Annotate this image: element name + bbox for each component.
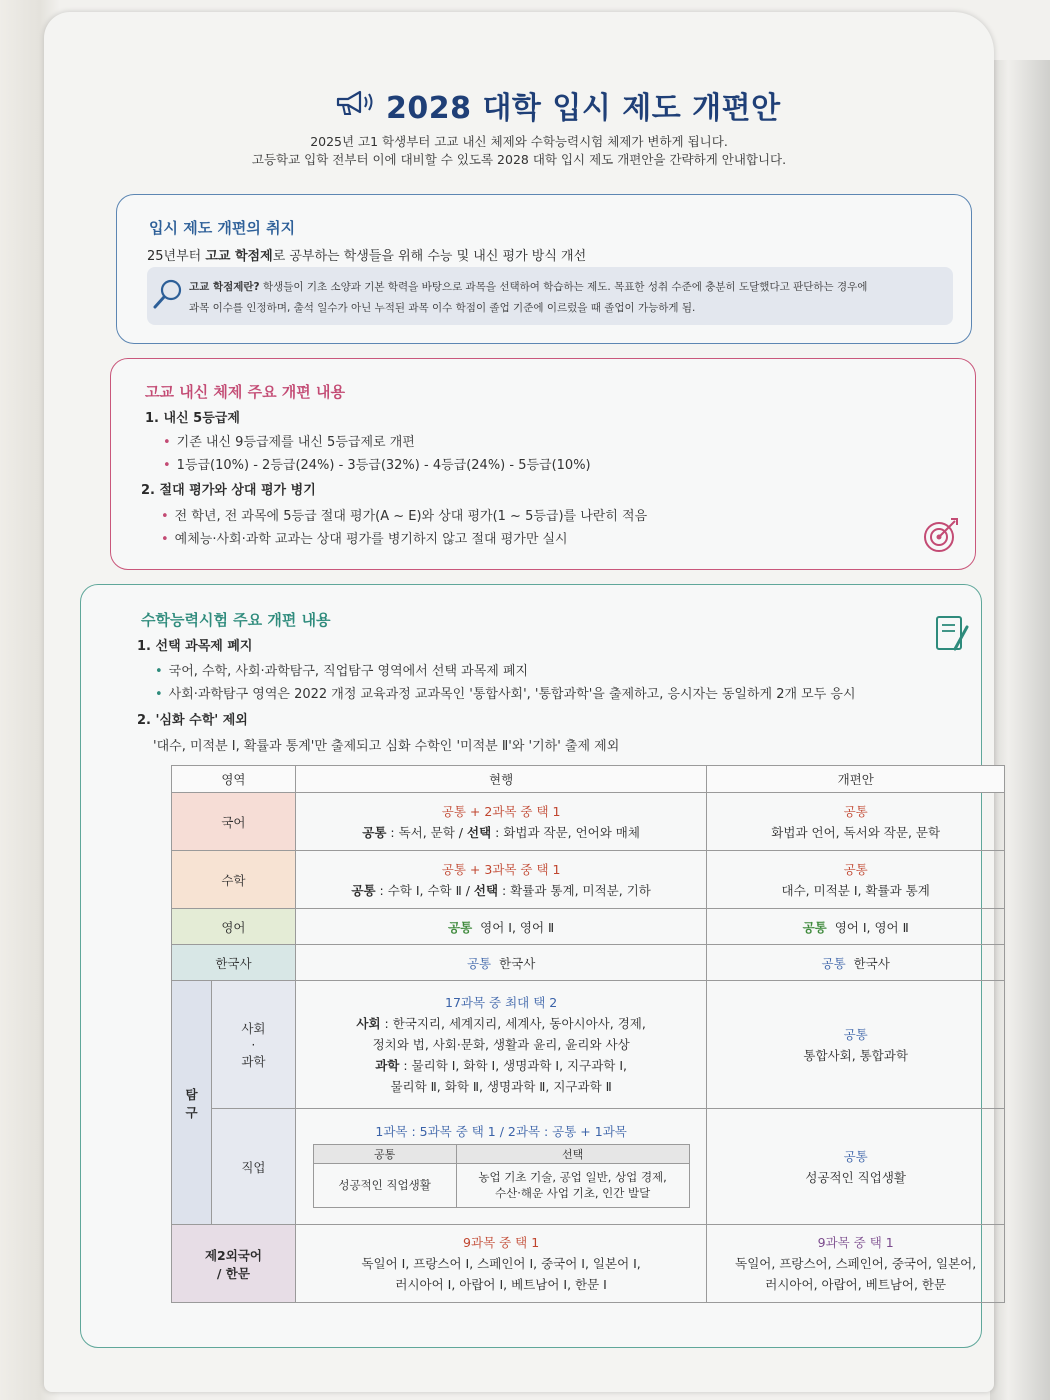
second-language-current-line-1: 독일어 Ⅰ, 프랑스어 Ⅰ, 스페인어 Ⅰ, 중국어 Ⅰ, 일본어 Ⅰ, <box>361 1256 641 1271</box>
vocational-common-subject: 성공적인 직업생활 <box>313 1163 456 1207</box>
social-science-new-text: 통합사회, 통합과학 <box>803 1047 908 1063</box>
science-subjects-line-1: : 물리학 Ⅰ, 화학 Ⅰ, 생명과학 Ⅰ, 지구과학 Ⅰ, <box>399 1058 627 1073</box>
vocational-new <box>707 1109 1005 1225</box>
suneung-bullet-2-text: 사회·과학탐구 영역은 2022 개정 교육과정 교과목인 '통합사회', '통합과학'을 출제하고, 응시자는 동일하게 2개 모두 응시 <box>168 687 856 702</box>
naesin-bullet-3: • 전 학년, 전 과목에 5등급 절대 평가(A ~ E)와 상대 평가(1 ~ 5등급)를 나란히 적음 <box>161 509 648 524</box>
second-language-current <box>295 1225 706 1303</box>
korean-common-text: : 독서, 문학 / <box>386 824 467 840</box>
korean-select-text: : 화법과 작문, 언어와 매체 <box>491 824 640 840</box>
table-row-korean <box>172 793 1005 851</box>
suneung-heading: 수학능력시험 주요 개편 내용 <box>141 611 331 629</box>
header-new: 개편안 <box>707 766 1005 793</box>
document-page <box>44 12 994 1392</box>
english-new-tag: 공통 <box>802 919 827 935</box>
social-label: 사회 <box>241 1021 266 1036</box>
callout-text <box>189 277 949 319</box>
naesin-section <box>110 358 976 570</box>
english-current <box>295 909 706 945</box>
title-row <box>334 80 781 130</box>
target-icon <box>921 515 961 559</box>
suneung-sub-2-text: '대수, 미적분 Ⅰ, 확률과 통계'만 출제되고 심화 수학인 '미적분 Ⅱ'와 '기하' 출제 제외 <box>153 739 620 754</box>
naesin-sub-2: 2. 절대 평가와 상대 평가 병기 <box>141 483 316 498</box>
purpose-section <box>116 194 972 344</box>
english-new <box>707 909 1005 945</box>
header-area: 영역 <box>172 766 296 793</box>
table-row-second-language <box>172 1225 1005 1303</box>
area-vocational: 직업 <box>211 1109 295 1225</box>
social-subjects-line-1: : 한국지리, 세계지리, 세계사, 동아시아사, 경제, <box>380 1016 646 1031</box>
area-tamgu <box>172 981 212 1225</box>
purpose-text <box>147 245 586 264</box>
area-history: 한국사 <box>172 945 296 981</box>
table-row-social-science <box>172 981 1005 1109</box>
naesin-heading: 고교 내신 체제 주요 개편 내용 <box>145 383 345 401</box>
vocational-common-header: 공통 <box>313 1144 456 1163</box>
vocational-select-line-1: 농업 기초 기술, 공업 일반, 상업 경제, <box>478 1170 667 1184</box>
table-row-history <box>172 945 1005 981</box>
page-title: 2028 대학 입시 제도 개편안 <box>386 91 781 126</box>
table-row-english <box>172 909 1005 945</box>
second-language-new <box>707 1225 1005 1303</box>
table-header-row <box>172 766 1005 793</box>
tamgu-label-1: 탐 <box>185 1086 198 1102</box>
korean-current-head: 공통 + 2과목 중 택 1 <box>441 803 561 819</box>
korean-common-label: 공통 <box>362 824 387 840</box>
callout-bold: 고교 학점제란? <box>189 281 260 293</box>
header-current: 현행 <box>295 766 706 793</box>
area-math: 수학 <box>172 851 296 909</box>
megaphone-icon <box>334 88 376 122</box>
notebook-pen-icon <box>933 613 973 659</box>
second-language-new-head: 9과목 중 택 1 <box>817 1235 894 1250</box>
table-row-math <box>172 851 1005 909</box>
math-select-text: : 확률과 통계, 미적분, 기하 <box>498 882 651 898</box>
vocational-select-line-2: 수산·해운 사업 기초, 인간 발달 <box>494 1186 651 1200</box>
suneung-bullet-1: • 국어, 수학, 사회·과학탐구, 직업탐구 영역에서 선택 과목제 폐지 <box>155 664 529 679</box>
korean-new-head: 공통 <box>843 803 868 819</box>
second-language-current-line-2: 러시아어 Ⅰ, 아랍어 Ⅰ, 베트남어 Ⅰ, 한문 Ⅰ <box>395 1277 607 1292</box>
callout-line-2: 과목 이수를 인정하며, 출석 일수가 아닌 누적된 과목 이수 학점이 졸업 기준에 이르렀을 때 졸업이 가능하게 됨. <box>189 302 696 314</box>
vocational-new-text: 성공적인 직업생활 <box>805 1169 906 1185</box>
history-current-text: 한국사 <box>499 955 536 971</box>
naesin-bullet-4: • 예체능·사회·과학 교과는 상대 평가를 병기하지 않고 절대 평가만 실시 <box>161 532 568 547</box>
science-label: 과학 <box>241 1054 266 1069</box>
social-science-current-head: 17과목 중 최대 택 2 <box>445 995 558 1010</box>
social-subjects-label: 사회 <box>356 1016 381 1031</box>
naesin-bullet-2-text: 1등급(10%) - 2등급(24%) - 3등급(32%) - 4등급(24%) - 5등급(10%) <box>176 458 591 473</box>
tamgu-label-2: 구 <box>185 1104 198 1120</box>
intro-line-1: 2025년 고1 학생부터 고교 내신 체제와 수학능력시험 체제가 변하게 됩니다. <box>310 134 728 149</box>
naesin-bullet-1: • 기존 내신 9등급제를 내신 5등급제로 개편 <box>163 435 415 450</box>
second-language-new-line-1: 독일어, 프랑스어, 스페인어, 중국어, 일본어, <box>735 1256 977 1271</box>
social-subjects-line-2: 정치와 법, 사회·문화, 생활과 윤리, 윤리와 사상 <box>372 1037 630 1052</box>
math-common-label: 공통 <box>351 882 376 898</box>
history-new-text: 한국사 <box>853 955 890 971</box>
suneung-bullet-1-text: 국어, 수학, 사회·과학탐구, 직업탐구 영역에서 선택 과목제 폐지 <box>168 664 529 679</box>
vocational-new-head: 공통 <box>843 1148 868 1164</box>
purpose-text-bold: 고교 학점제 <box>205 249 273 264</box>
vocational-current <box>295 1109 706 1225</box>
naesin-bullet-4-text: 예체능·사회·과학 교과는 상대 평가를 병기하지 않고 절대 평가만 실시 <box>174 532 568 547</box>
history-new <box>707 945 1005 981</box>
magnifier-icon <box>151 277 185 315</box>
math-new-head: 공통 <box>843 861 868 877</box>
credit-system-callout <box>147 267 953 325</box>
second-language-label-1: 제2외국어 <box>204 1247 262 1263</box>
math-new <box>707 851 1005 909</box>
math-select-label: 선택 <box>473 882 499 898</box>
history-current <box>295 945 706 981</box>
math-current <box>295 851 706 909</box>
purpose-text-pre: 25년부터 <box>147 249 206 264</box>
suneung-sub-1: 1. 선택 과목제 폐지 <box>137 639 253 654</box>
history-current-tag: 공통 <box>466 955 492 971</box>
social-science-current <box>295 981 706 1109</box>
suneung-bullet-2: • 사회·과학탐구 영역은 2022 개정 교육과정 교과목인 '통합사회', '통합과학'을 출제하고, 응시자는 동일하게 2개 모두 응시 <box>155 687 856 702</box>
purpose-heading: 입시 제도 개편의 취지 <box>149 219 296 237</box>
naesin-bullet-1-text: 기존 내신 9등급제를 내신 5등급제로 개편 <box>176 435 415 450</box>
korean-current <box>295 793 706 851</box>
intro-line-2: 고등학교 입학 전부터 이에 대비할 수 있도록 2028 대학 입시 제도 개편안을 간략하게 안내합니다. <box>251 152 787 167</box>
english-current-tag: 공통 <box>448 919 473 935</box>
second-language-current-head: 9과목 중 택 1 <box>463 1235 540 1250</box>
suneung-section <box>80 584 982 1348</box>
second-language-label-2: / 한문 <box>216 1265 250 1281</box>
vocational-current-head: 1과목 : 5과목 중 택 1 / 2과목 : 공통 + 1과목 <box>375 1123 627 1139</box>
vocational-subject-table <box>313 1144 690 1208</box>
comparison-table <box>171 765 1005 1303</box>
purpose-text-post: 로 공부하는 학생들을 위해 수능 및 내신 평가 방식 개선 <box>272 249 587 264</box>
callout-line-1: 학생들이 기초 소양과 기본 학력을 바탕으로 과목을 선택하여 학습하는 제도. 목표한 성취 수준에 충분히 도달했다고 판단하는 경우에 <box>259 281 868 293</box>
area-social-science <box>211 981 295 1109</box>
korean-new-text: 화법과 언어, 독서와 작문, 문학 <box>771 824 941 840</box>
science-subjects-label: 과학 <box>375 1058 400 1073</box>
korean-new <box>707 793 1005 851</box>
math-common-text: : 수학 Ⅰ, 수학 Ⅱ / <box>375 882 474 898</box>
second-language-new-line-2: 러시아어, 아랍어, 베트남어, 한문 <box>765 1277 947 1292</box>
history-new-tag: 공통 <box>821 955 846 971</box>
social-science-new <box>707 981 1005 1109</box>
naesin-bullet-3-text: 전 학년, 전 과목에 5등급 절대 평가(A ~ E)와 상대 평가(1 ~ 5등급)를 나란히 적음 <box>174 509 648 524</box>
social-science-new-head: 공통 <box>843 1026 868 1042</box>
english-current-text: 영어 Ⅰ, 영어 Ⅱ <box>480 919 555 935</box>
suneung-sub-2: 2. '심화 수학' 제외 <box>137 713 248 728</box>
social-science-dot: · <box>251 1037 256 1052</box>
area-korean: 국어 <box>172 793 296 851</box>
area-second-language <box>172 1225 296 1303</box>
area-english: 영어 <box>172 909 296 945</box>
korean-select-label: 선택 <box>467 824 492 840</box>
english-new-text: 영어 Ⅰ, 영어 Ⅱ <box>834 919 909 935</box>
vocational-select-subjects <box>456 1163 689 1207</box>
table-row-vocational <box>172 1109 1005 1225</box>
math-new-text: 대수, 미적분 Ⅰ, 확률과 통계 <box>781 882 930 898</box>
vocational-select-header: 선택 <box>456 1144 689 1163</box>
naesin-bullet-2: • 1등급(10%) - 2등급(24%) - 3등급(32%) - 4등급(24%) - 5등급(10%) <box>163 458 591 473</box>
math-current-head: 공통 + 3과목 중 택 1 <box>441 861 561 877</box>
science-subjects-line-2: 물리학 Ⅱ, 화학 Ⅱ, 생명과학 Ⅱ, 지구과학 Ⅱ <box>390 1079 612 1094</box>
naesin-sub-1: 1. 내신 5등급제 <box>145 411 240 426</box>
